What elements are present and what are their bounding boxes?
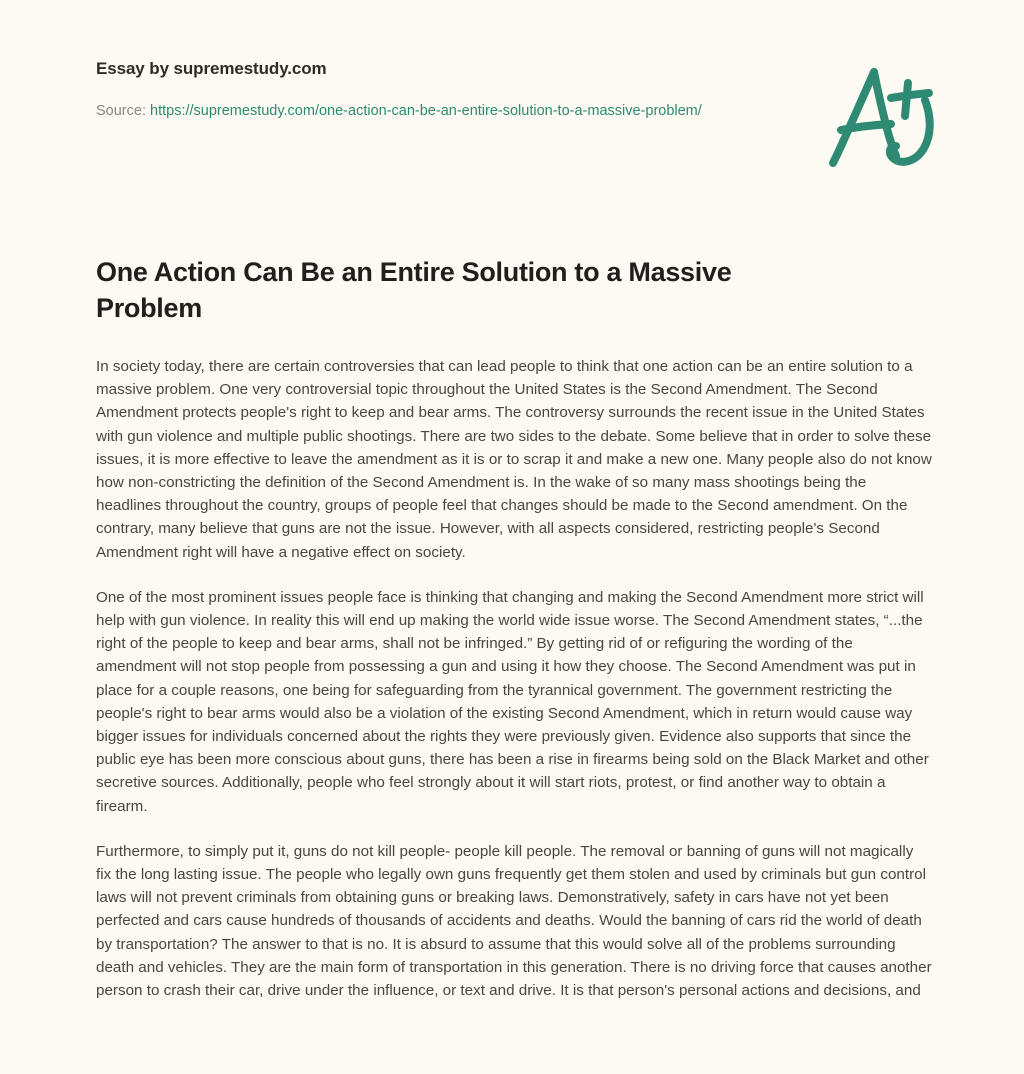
page-title: One Action Can Be an Entire Solution to a Massive Problem bbox=[96, 257, 732, 323]
page-header bbox=[96, 56, 928, 124]
source-label: Source: bbox=[96, 103, 146, 119]
a-plus-logo[interactable] bbox=[812, 58, 948, 174]
source-line bbox=[96, 82, 796, 124]
article-body bbox=[96, 326, 932, 1002]
article-paragraph: One of the most prominent issues people face is thinking that changing and making the Second Amendment more strict will help with gun violence. In reality this will end up making the world wide issue worse. The Second Amendment states, “...the right of the people to keep and bear arms, shall not be infringed.” By getting rid of or refiguring the wording of the amendment will not stop people from possessing a gun and using it how they choose. The Second Amendment was put in place for a couple reasons, one being for safeguarding from the tyrannical government. The government restricting the people's right to bear arms would also be a violation of the existing Second Amendment, which in return would cause way bigger issues for individuals concerned about the rights they were previously given. Evidence also supports that since the public eye has been more conscious about guns, there has been a rise in firearms being sold on the Black Market and other secretive sources. Additionally, people who feel strongly about it will start riots, protest, or find another way to obtain a firearm. bbox=[96, 588, 929, 815]
essay-by-heading: Essay by supremestudy.com bbox=[96, 59, 327, 78]
source-url-link[interactable]: https://supremestudy.com/one-action-can-be-an-entire-solution-to-a-massive-problem/ bbox=[150, 103, 702, 119]
article bbox=[96, 254, 932, 1002]
article-paragraph: In society today, there are certain controversies that can lead people to think that one action can be an entire solution to a massive problem. One very controversial topic throughout the United States is the Second Amendment. The Second Amendment protects people's right to keep and bear arms. The controversy surrounds the recent issue in the United States with gun violence and multiple public shootings. There are two sides to the debate. Some believe that in order to solve these issues, it is more effective to leave the amendment as it is or to scrap it and make a new one. Many people also do not know how non-constricting the definition of the Second Amendment is. In the wake of so many mass shootings being the headlines throughout the country, groups of people feel that changes should be made to the Second amendment. On the contrary, many believe that guns are not the issue. However, with all aspects considered, restricting people's Second Amendment right will have a negative effect on society. bbox=[96, 358, 932, 561]
article-paragraph: Furthermore, to simply put it, guns do not kill people- people kill people. The removal or banning of guns will not magically fix the long lasting issue. The people who legally own guns frequently get them stolen and used by criminals but gun control laws will not prevent criminals from obtaining guns or breaking laws. Demonstratively, safety in cars have not yet been perfected and cars cause hundreds of thousands of accidents and deaths. Would the banning of cars rid the world of death by transportation? The answer to that is no. It is absurd to assume that this would solve all of the problems surrounding death and vehicles. They are the main form of transportation in this generation. There is no driving force that causes another person to crash their car, drive under the influence, or text and drive. It is that person's personal actions and decisions, and bbox=[96, 842, 932, 1000]
a-plus-logo-icon bbox=[812, 58, 948, 174]
